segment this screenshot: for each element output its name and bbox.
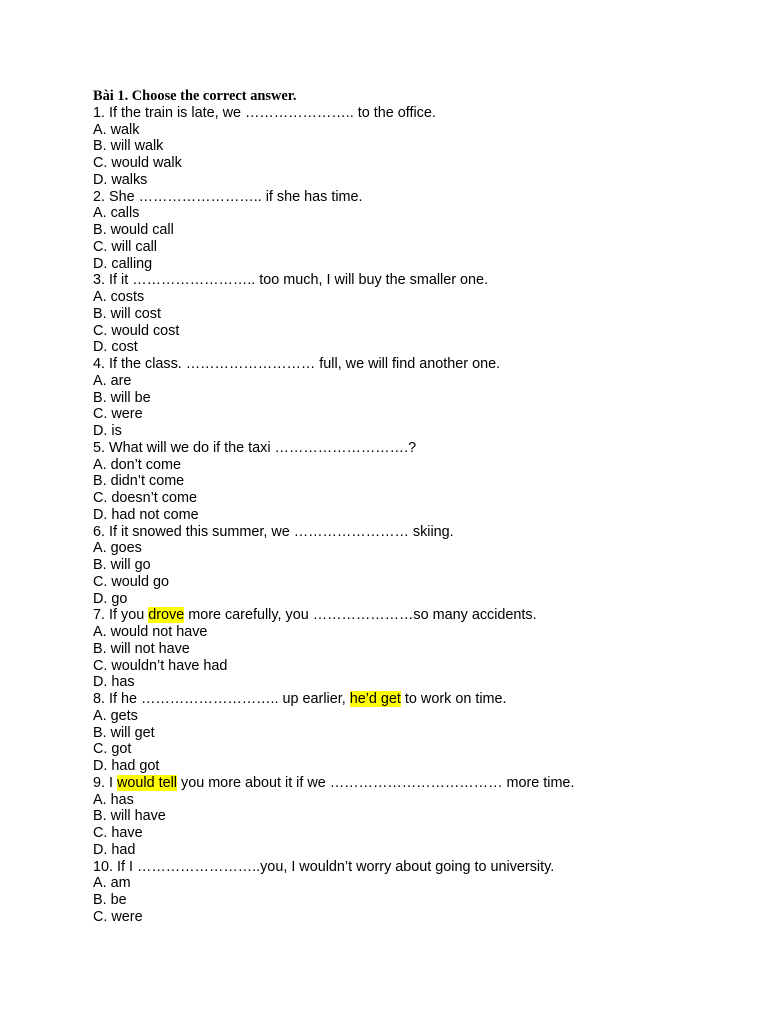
question-text: 2. She …………………….. if she has time. [93,188,363,205]
question-5-stem [93,440,733,457]
question-5-option-c: C. doesn’t come [93,490,197,506]
question-7-option-b: B. will not have [93,640,190,657]
question-6-stem [93,524,733,541]
question-5-option-d: D. had not come [93,506,199,523]
question-text: 5. What will we do if the taxi ……………………….? [93,439,417,456]
question-text: 1. If the train is late, we ………………….. to the office. [93,104,436,121]
question-3-option-a: A. costs [93,289,145,305]
question-9-stem [93,775,733,792]
question-8-stem [93,691,733,708]
question-7-option-d: D. has [93,674,135,691]
question-9-option-c: C. have [93,825,143,841]
question-7-stem [93,607,733,624]
question-1-option-a: A. walk [93,121,140,138]
question-10-option-a: A. am [93,875,131,892]
question-3-option-d: D. cost [93,339,138,356]
question-text: 8. If he ……………………….. up earlier, [93,691,350,707]
question-9-option-d: D. had [93,841,136,858]
question-8-option-b: B. will get [93,724,155,741]
question-6-option-c: C. would go [93,573,169,590]
question-text: 3. If it …………………….. too much, I will buy the smaller one. [93,272,489,289]
question-5-option-b: B. didn’t come [93,473,185,490]
question-7-option-a: A. would not have [93,624,208,640]
question-5-option-a: A. don’t come [93,456,181,473]
question-2-option-c: C. will call [93,238,157,255]
question-2-option-d: D. calling [93,255,153,272]
question-10-option-b: B. be [93,892,127,908]
question-8-option-a: A. gets [93,707,138,724]
question-6-option-d: D. go [93,590,128,607]
highlighted-text: would tell [117,774,177,791]
question-9-option-b: B. will have [93,808,166,825]
highlighted-text: he’d get [349,691,401,707]
exercise-title: Bài 1. Choose the correct answer. [93,88,297,104]
question-4-option-b: B. will be [93,389,151,406]
question-6-option-a: A. goes [93,540,142,557]
question-text: to work on time. [400,691,507,707]
highlighted-text: drove [148,607,185,624]
question-4-option-c: C. were [93,406,143,423]
question-3-option-b: B. will cost [93,305,161,322]
question-4-stem [93,356,733,373]
document-page [93,88,733,926]
question-text: more carefully, you …………………so many accidents. [184,607,537,624]
question-6-option-b: B. will go [93,557,151,573]
question-3-option-c: C. would cost [93,322,180,339]
question-9-option-a: A. has [93,791,134,808]
question-3-stem [93,272,733,289]
question-1-stem [93,105,733,122]
question-2-option-b: B. would call [93,222,174,238]
question-10-option-c: C. were [93,908,143,925]
question-4-option-d: D. is [93,423,122,439]
question-text: 9. I [93,774,117,791]
question-text: 4. If the class. ……………………… full, we will find another one. [93,356,501,372]
question-2-stem [93,189,733,206]
question-text: 10. If I ……………………..you, I wouldn’t worry about going to university. [93,858,555,875]
question-8-option-d: D. had got [93,758,160,774]
question-4-option-a: A. are [93,372,132,389]
question-8-option-c: C. got [93,741,132,758]
question-text: 7. If you [93,607,149,624]
question-text: 6. If it snowed this summer, we …………………… skiing. [93,523,454,540]
question-2-option-a: A. calls [93,205,140,222]
question-text: you more about it if we ……………………………… more time. [177,774,575,791]
question-7-option-c: C. wouldn’t have had [93,657,228,674]
question-10-stem [93,859,733,876]
question-1-option-c: C. would walk [93,155,182,171]
question-list [93,105,733,926]
question-1-option-b: B. will walk [93,138,164,155]
question-1-option-d: D. walks [93,171,148,188]
